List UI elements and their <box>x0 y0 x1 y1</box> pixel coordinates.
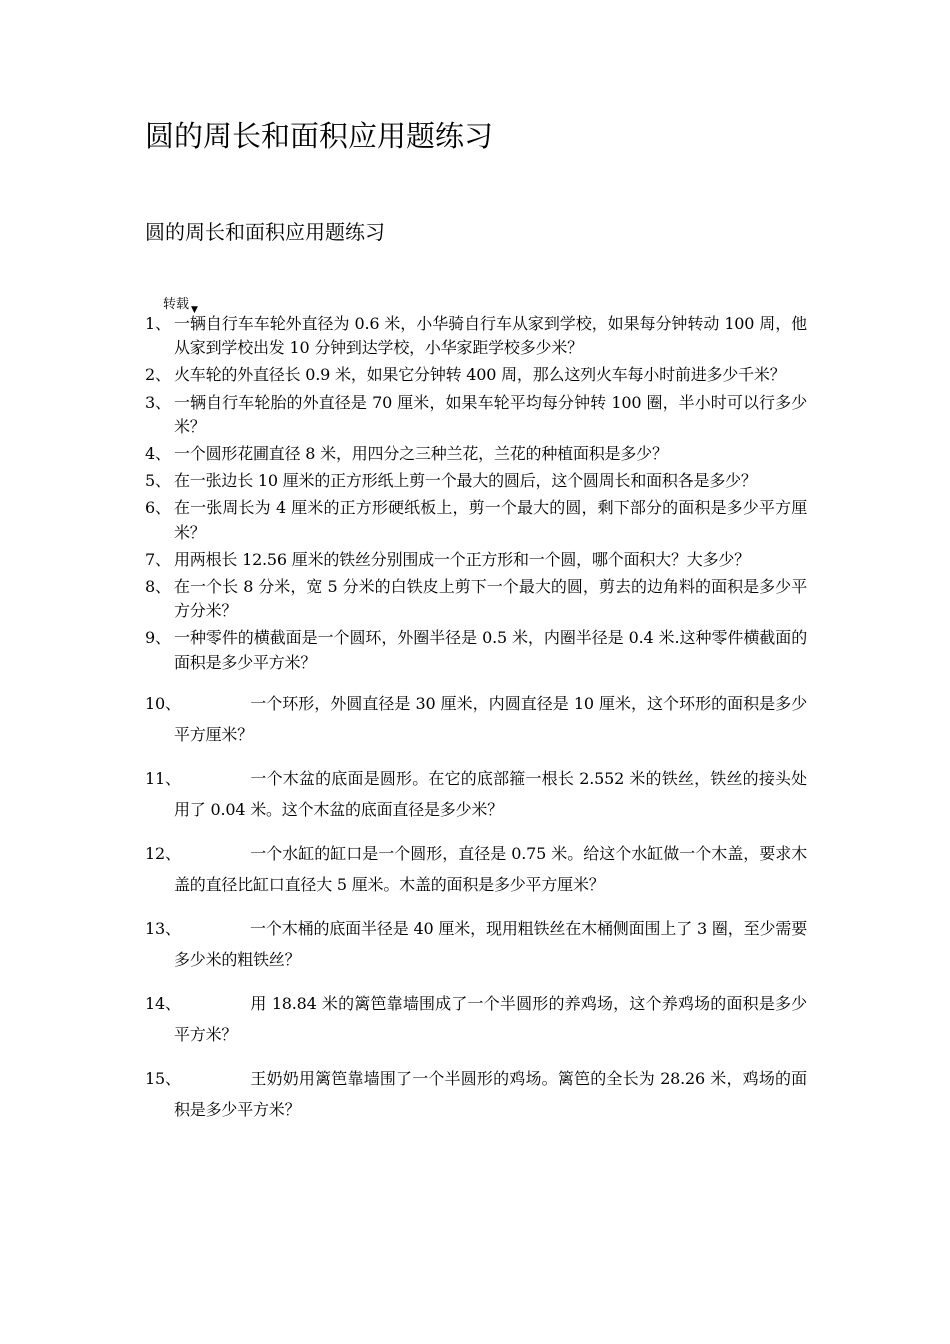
problem-text: 在一张周长为 4 厘米的正方形硬纸板上，剪一个最大的圆，剩下部分的面积是多少平方厘米？ <box>174 498 807 542</box>
problem-item <box>145 312 807 360</box>
problem-number: 15、 <box>145 1068 181 1088</box>
problem-item <box>145 913 807 975</box>
problem-item <box>145 838 807 900</box>
problem-item <box>145 1063 807 1125</box>
problem-item <box>145 548 807 572</box>
problem-text: 在一张边长 10 厘米的正方形纸上剪一个最大的圆后，这个圆周长和面积各是多少？ <box>174 471 757 491</box>
problem-text: 一种零件的横截面是一个圆环，外圈半径是 0.5 米，内圈半径是 0.4 米.这种零件横截面的面积是多少平方米？ <box>174 628 807 672</box>
problem-number: 1、 <box>145 314 171 333</box>
problem-text: 王奶奶用篱笆靠墙围了一个半圆形的鸡场。篱笆的全长为 28.26 米，鸡场的面积是多少平方米？ <box>174 1068 807 1119</box>
problem-number: 2、 <box>145 365 171 385</box>
problem-text: 用两根长 12.56 厘米的铁丝分别围成一个正方形和一个圆，哪个面积大？大多少？ <box>174 549 750 569</box>
problem-text: 用 18.84 米的篱笆靠墙围成了一个半圆形的养鸡场，这个养鸡场的面积是多少平方米？ <box>174 993 807 1044</box>
problem-item <box>145 442 807 466</box>
problem-item <box>145 391 807 439</box>
problem-item <box>145 626 807 674</box>
problem-number: 7、 <box>145 549 171 569</box>
problem-number: 9、 <box>145 628 171 648</box>
problem-number: 10、 <box>145 693 181 713</box>
problem-item <box>145 363 807 387</box>
problem-item <box>145 496 807 544</box>
problem-number: 14、 <box>145 993 181 1013</box>
problem-item <box>145 988 807 1050</box>
problem-number: 3、 <box>145 392 171 412</box>
repost-label[interactable]: 转载 <box>163 297 190 312</box>
problem-text: 在一个长 8 分米，宽 5 分米的白铁皮上剪下一个最大的圆，剪去的边角料的面积是多少平方分米？ <box>174 577 807 621</box>
article-heading: 圆的周长和面积应用题练习 <box>145 220 385 244</box>
problem-text: 一个环形，外圆直径是 30 厘米，内圆直径是 10 厘米，这个环形的面积是多少平方厘米？ <box>174 693 807 744</box>
problem-number: 5、 <box>145 471 171 491</box>
problem-item <box>145 763 807 825</box>
page-title: 圆的周长和面积应用题练习 <box>145 119 494 153</box>
problem-item <box>145 469 807 493</box>
problem-number: 6、 <box>145 498 171 518</box>
problem-text: 一个圆形花圃直径 8 米，用四分之三种兰花，兰花的种植面积是多少？ <box>174 444 668 464</box>
problem-list <box>145 312 807 1125</box>
problem-text: 一个木桶的底面半径是 40 厘米，现用粗铁丝在木桶侧面围上了 3 圈，至少需要多少米的粗铁丝？ <box>174 918 807 969</box>
problem-text: 一辆自行车轮胎的外直径是 70 厘米，如果车轮平均每分钟转 100 圈，半小时可以行多少米？ <box>174 392 807 436</box>
problem-number: 13、 <box>145 918 181 938</box>
problem-item <box>145 575 807 623</box>
problem-number: 11、 <box>145 768 181 788</box>
problem-number: 8、 <box>145 577 171 597</box>
problem-number: 4、 <box>145 444 171 464</box>
problem-text: 一个木盆的底面是圆形。在它的底部箍一根长 2.552 米的铁丝，铁丝的接头处用了 0.04 米。这个木盆的底面直径是多少米？ <box>174 768 807 819</box>
problem-item <box>145 688 807 750</box>
problem-text: 一辆自行车车轮外直径为 0.6 米，小华骑自行车从家到学校，如果每分钟转动 100 周，他从家到学校出发 10 分钟到达学校，小华家距学校多少米？ <box>174 314 807 358</box>
problem-number: 12、 <box>145 843 181 863</box>
problem-text: 一个水缸的缸口是一个圆形，直径是 0.75 米。给这个水缸做一个木盖，要求木盖的直径比缸口直径大 5 厘米。木盖的面积是多少平方厘米？ <box>174 843 807 894</box>
problem-text: 火车轮的外直径长 0.9 米，如果它分钟转 400 周，那么这列火车每小时前进多少千米？ <box>174 365 786 385</box>
dropdown-arrow-icon[interactable]: ▼ <box>191 305 198 315</box>
